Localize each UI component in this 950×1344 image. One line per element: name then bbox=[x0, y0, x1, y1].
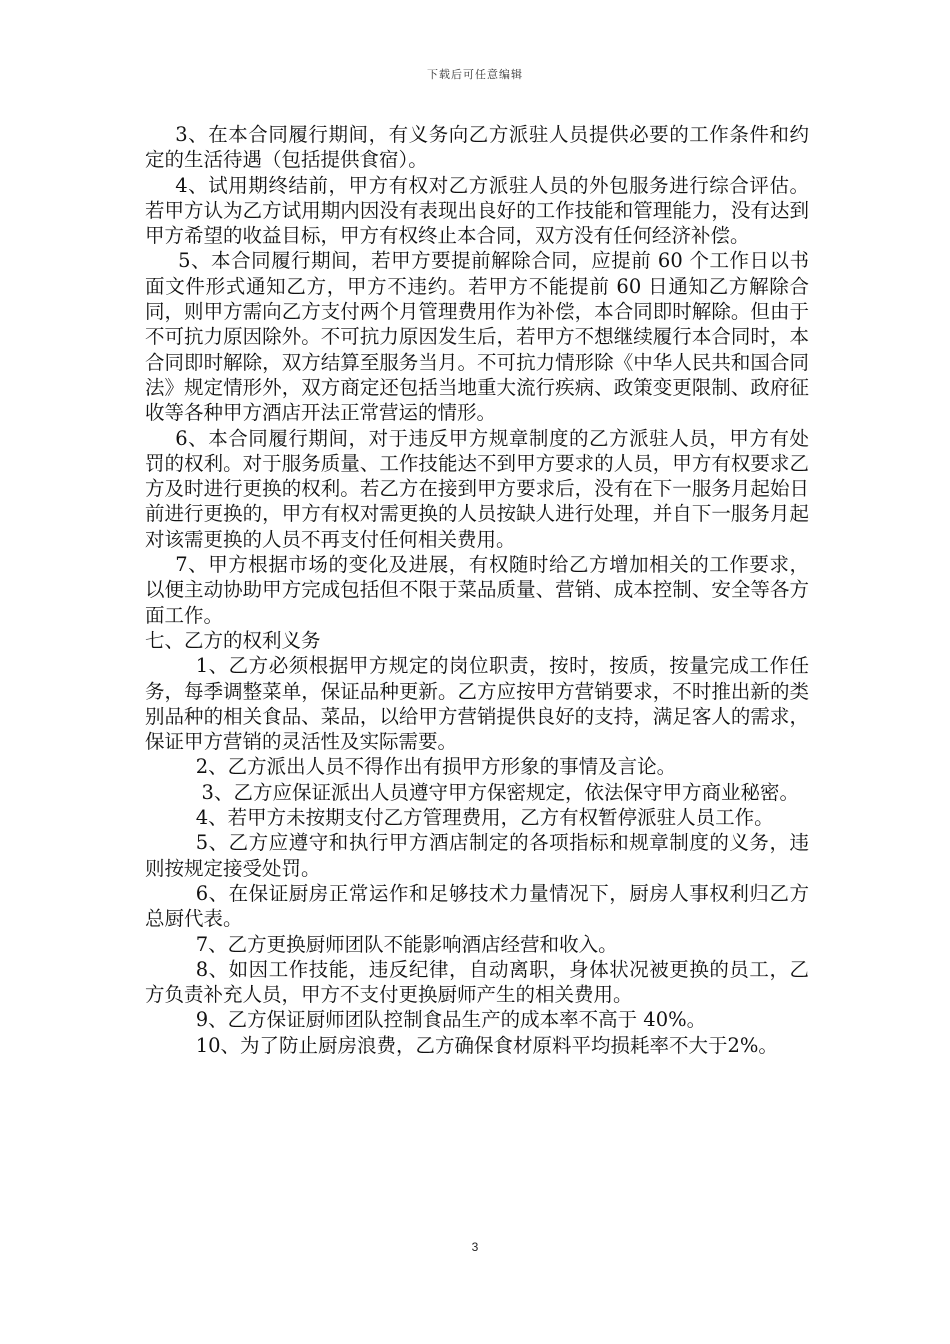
section-heading: 七、乙方的权利义务 bbox=[145, 628, 321, 652]
page-number: 3 bbox=[471, 1240, 479, 1254]
clause-b1: 1、乙方必须根据甲方规定的岗位职责，按时，按质，按量完成工作任务，每季调整菜单，保证品种更新。乙方应按甲方营销要求，不时推出新的类别品种的相关食品、菜品，以给甲方营销提供良好的支持，满足客人的需求，保证甲方营销的灵活性及实际需要。 bbox=[145, 654, 809, 754]
clause-b7: 7、乙方更换厨师团队不能影响酒店经营和收入。 bbox=[195, 932, 618, 956]
clause-a6: 6、本合同履行期间，对于违反甲方规章制度的乙方派驻人员，甲方有处罚的权利。对于服务质量、工作技能达不到甲方要求的人员，甲方有权要求乙方及时进行更换的权利。若乙方在接到甲方要求后，没有在下一服务月起始日前进行更换的，甲方有权对需更换的人员按缺人进行处理，并自下一服务月起对该需更换的人员不再支付任何相关费用。 bbox=[145, 426, 809, 551]
document-body bbox=[145, 122, 809, 1058]
clause-b2: 2、乙方派出人员不得作出有损甲方形象的事情及言论。 bbox=[195, 755, 677, 779]
clause-b9: 9、乙方保证厨师团队控制食品生产的成本率不高于 40%。 bbox=[195, 1008, 707, 1032]
clause-b6: 6、在保证厨房正常运作和足够技术力量情况下，厨房人事权利归乙方总厨代表。 bbox=[145, 881, 809, 931]
clause-a3: 3、在本合同履行期间，有义务向乙方派驻人员提供必要的工作条件和约定的生活待遇（包括提供食宿）。 bbox=[145, 123, 809, 172]
clause-b3: 3、乙方应保证派出人员遵守甲方保密规定，依法保守甲方商业秘密。 bbox=[201, 780, 799, 804]
header-note: 下载后可任意编辑 bbox=[427, 68, 523, 81]
clause-b4: 4、若甲方未按期支付乙方管理费用，乙方有权暂停派驻人员工作。 bbox=[195, 806, 774, 830]
clause-a4: 4、试用期终结前，甲方有权对乙方派驻人员的外包服务进行综合评估。若甲方认为乙方试用期内因没有表现出良好的工作技能和管理能力，没有达到甲方希望的收益目标，甲方有权终止本合同，双方没有任何经济补偿。 bbox=[145, 173, 809, 248]
clause-b10: 10、为了防止厨房浪费，乙方确保食材原料平均损耗率不大于2%。 bbox=[195, 1033, 778, 1057]
clause-b8: 8、如因工作技能，违反纪律，自动离职，身体状况被更换的员工，乙方负责补充人员，甲方不支付更换厨师产生的相关费用。 bbox=[145, 957, 809, 1007]
clause-b5: 5、乙方应遵守和执行甲方酒店制定的各项指标和规章制度的义务，违则按规定接受处罚。 bbox=[145, 831, 809, 880]
clause-a7: 7、甲方根据市场的变化及进展，有权随时给乙方增加相关的工作要求，以便主动协助甲方完成包括但不限于菜品质量、营销、成本控制、安全等各方面工作。 bbox=[145, 553, 809, 627]
clause-a5: 5、本合同履行期间，若甲方要提前解除合同，应提前 60 个工作日以书面文件形式通知乙方，甲方不违约。若甲方不能提前 60 日通知乙方解除合同，则甲方需向乙方支付两个月管理费用作为补偿，本合同即时解除。但由于不可抗力原因除外。不可抗力原因发生后，若甲方不想继续履行本合同时，本合同即时解除，双方结算至服务当月。不可抗力情形除《中华人民共和国合同法》规定情形外，双方商定还包括当地重大流行疾病、政策变更限制、政府征收等各种甲方酒店开法正常营运的情形。 bbox=[145, 249, 809, 425]
